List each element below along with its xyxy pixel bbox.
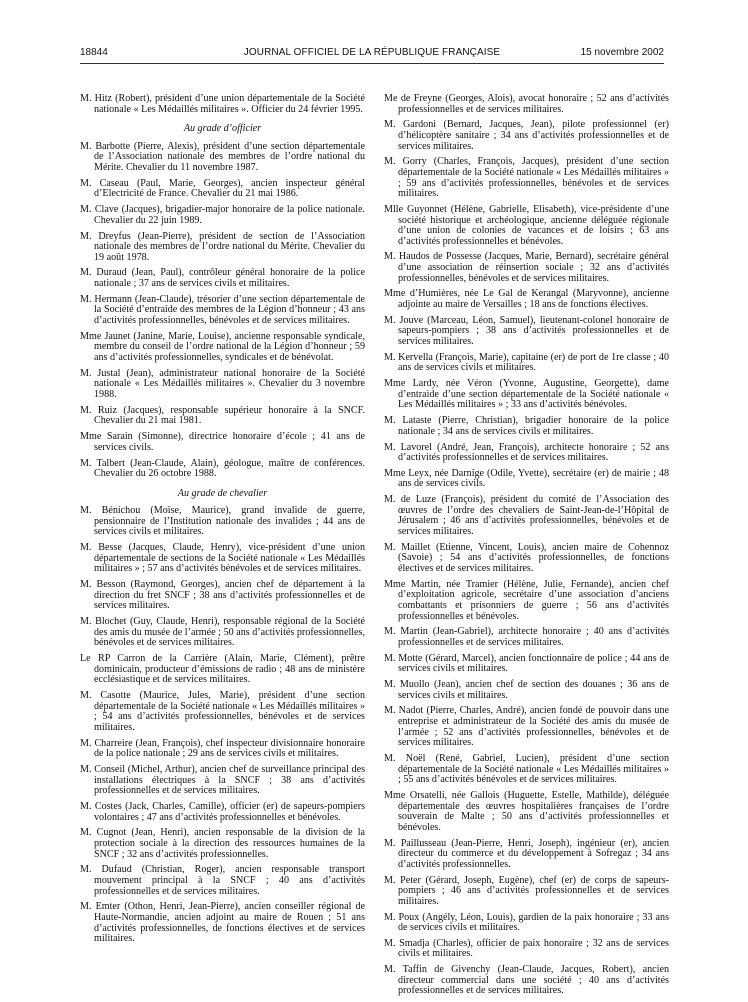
decree-entry: M. Noël (René, Gabriel, Lucien), président d’une section départementale de la Société nationale « Les Médaillés militaires » ; 55 ans d’activités bénévoles et de services militaires. (384, 753, 669, 786)
decree-entry: M. Costes (Jack, Charles, Camille), officier (er) de sapeurs-pompiers volontaires ; 47 ans d’activités professionnelles et bénévoles. (80, 801, 365, 823)
decree-entry: M. Jouve (Marceau, Léon, Samuel), lieutenant-colonel honoraire de sapeurs-pompiers ; 38 ans d’activités professionnelles et de services militaires. (384, 314, 669, 347)
decree-entry: M. Justal (Jean), administrateur national honoraire de la Société nationale « Les Médaillés militaires ». Chevalier du 3 novembre 1988. (80, 367, 365, 400)
decree-entry: M. Conseil (Michel, Arthur), ancien chef de surveillance principal des installations électriques à la SNCF ; 38 ans d’activités professionnelles et de services militaires. (80, 764, 365, 797)
decree-entry: M. Hermann (Jean-Claude), trésorier d’une section départementale de la Société d’entraide des membres de la Légion d’honneur ; 43 ans d’activités professionnelles, bénévoles et de services militaires. (80, 293, 365, 327)
decree-entry: M. Maillet (Etienne, Vincent, Louis), ancien maire de Cohennoz (Savoie) ; 54 ans d’activités professionnelles, de fonctions électives et de services militaires. (384, 541, 669, 574)
journal-title: JOURNAL OFFICIEL DE LA RÉPUBLIQUE FRANÇAISE (243, 47, 501, 58)
decree-entry: Mme Orsatelli, née Gallois (Huguette, Estelle, Mathilde), déléguée départementale des œuvres hospitalières françaises de l’ordre souverain de Malte ; 50 ans d’activités professionnelles et bénévoles. (384, 790, 669, 833)
decree-entry: M. Casotte (Maurice, Jules, Marie), président d’une section départementale de la Société nationale « Les Médaillés militaires » ; 54 ans d’activités professionnelles, bénévoles et de services militaires. (80, 690, 365, 733)
decree-entry: M. Motte (Gérard, Marcel), ancien fonctionnaire de police ; 44 ans de services civils et militaires. (384, 652, 669, 675)
decree-entry: M. Muollo (Jean), ancien chef de section des douanes ; 36 ans de services civils et militaires. (384, 679, 669, 701)
section-heading: Au grade de chevalier (177, 487, 268, 499)
decree-entry: M. Lataste (Pierre, Christian), brigadier honoraire de la police nationale ; 34 ans de services civils et militaires. (384, 415, 669, 437)
decree-entry: M. Duraud (Jean, Paul), contrôleur général honoraire de la police nationale ; 37 ans de services civils et militaires. (80, 267, 365, 290)
decree-entry: M. Emter (Othon, Henri, Jean-Pierre), ancien conseiller régional de Haute-Normandie, ancien adjoint au maire de Rouen ; 51 ans d’activités professionnelles, de fonctions électives et de services militaires. (80, 901, 365, 945)
left-column (80, 94, 365, 950)
decree-entry: Me de Freyne (Georges, Alois), avocat honoraire ; 52 ans d’activités professionnelles et de services militaires. (384, 93, 669, 115)
decree-entry: Mme Martin, née Tramier (Hélène, Julie, Fernande), ancien chef d’exploitation agricole, secrétaire d’une association d’anciens combattants et prisonniers de guerre ; 56 ans d’activités professionnelles et bénévoles. (384, 578, 669, 622)
decree-entry: M. Paillusseau (Jean-Pierre, Henri, Joseph), ingénieur (er), ancien directeur du commerce et du développement à Sofregaz ; 34 ans d’activités professionnelles. (384, 837, 669, 870)
decree-entry: M. Besson (Raymond, Georges), ancien chef de département à la direction du fret SNCF ; 38 ans d’activités professionnelles et de services militaires. (80, 579, 365, 612)
decree-entry: Le RP Carron de la Carrière (Alain, Marie, Clément), prêtre dominicain, producteur d’émissions de radio ; 48 ans de ministère ecclésiastique et de services militaires. (80, 653, 365, 686)
issue-date: 15 novembre 2002 (580, 47, 664, 58)
decree-entry: M. Besse (Jacques, Claude, Henry), vice-président d’une union départementale de sections de la Société nationale « Les Médaillés militaires » ; 57 ans d’activités bénévoles et de services militaires. (80, 542, 365, 575)
decree-entry: M. Taffin de Givenchy (Jean-Claude, Jacques, Robert), ancien directeur commercial dans une société ; 40 ans d’activités professionnelles et de services militaires. (384, 964, 669, 997)
decree-entry: M. Talbert (Jean-Claude, Alain), géologue, maître de conférences. Chevalier du 26 octobre 1988. (80, 457, 365, 480)
right-column (384, 94, 669, 1002)
decree-entry: M. Ruiz (Jacques), responsable supérieur honoraire à la SNCF. Chevalier du 21 mai 1981. (80, 404, 365, 427)
decree-entry: M. Hitz (Robert), président d’une union départementale de la Société nationale « Les Médaillés militaires ». Officier du 24 février 1995. (80, 93, 365, 115)
decree-entry: M. Lavorel (André, Jean, François), architecte honoraire ; 52 ans d’activités professionnelles et de services militaires. (384, 441, 669, 464)
decree-entry: Mlle Guyonnet (Hélène, Gabrielle, Elisabeth), vice-présidente d’une société historique et archéologique, ancienne déléguée régionale d’une union de colonies de vacances et de loisirs ; 63 ans d’activités professionnelles et bénévoles. (384, 203, 669, 247)
decree-entry: Mme Leyx, née Darnige (Odile, Yvette), secrétaire (er) de mairie ; 48 ans de services civils. (384, 467, 669, 490)
decree-entry: M. Smadja (Charles), officier de paix honoraire ; 32 ans de services civils et militaires. (384, 937, 669, 960)
decree-entry: M. Poux (Angély, Léon, Louis), gardien de la paix honoraire ; 33 ans de services civils et militaires. (384, 911, 669, 934)
decree-entry: M. Charreire (Jean, François), chef inspecteur divisionnaire honoraire de la police nationale ; 29 ans de services civils et militaires. (80, 737, 365, 760)
decree-entry: Mme Lardy, née Véron (Yvonne, Augustine, Georgette), dame d’entraide d’une section départementale de la Société nationale « Les Médaillés militaires » ; 33 ans d’activités bénévoles. (384, 378, 669, 411)
decree-entry: Mme Jaunet (Janine, Marie, Louise), ancienne responsable syndicale, membre du conseil de l’ordre national de la Légion d’honneur ; 59 ans d’activités professionnelles, syndicales et de bénévolat. (80, 330, 365, 363)
decree-entry: M. de Luze (François), président du comité de l’Association des œuvres de l’ordre des chevaliers de Saint-Jean-de-l’Hôpital de Jérusalem ; 46 ans d’activités professionnelles, bénévoles et de services militaires. (384, 494, 669, 538)
decree-entry: M. Dreyfus (Jean-Pierre), président de section de l’Association nationale des membres de l’ordre national du Mérite. Chevalier du 19 août 1978. (80, 230, 365, 263)
page-header (80, 47, 664, 63)
decree-entry: M. Nadot (Pierre, Charles, André), ancien fondé de pouvoir dans une entreprise et administrateur de la Société des amis du musée de l’armée ; 52 ans d’activités professionnelles, bénévoles et de services militaires. (384, 705, 669, 749)
decree-entry: Mme d’Humières, née Le Gal de Kerangal (Maryvonne), ancienne adjointe au maire de Versailles ; 18 ans de fonctions électives. (384, 288, 669, 311)
decree-entry: Mme Sarain (Simonne), directrice honoraire d’école ; 41 ans de services civils. (80, 431, 365, 453)
decree-entry: M. Caseau (Paul, Marie, Georges), ancien inspecteur général d’Electricité de France. Chevalier du 21 mai 1986. (80, 177, 365, 200)
decree-entry: M. Haudos de Possesse (Jacques, Marie, Bernard), secrétaire général d’une association de réinsertion sociale ; 32 ans d’activités professionnelles, bénévoles et de services militaires. (384, 251, 669, 284)
decree-entry: M. Barbotte (Pierre, Alexis), président d’une section départementale de l’Association nationale des membres de l’ordre national du Mérite. Chevalier du 11 novembre 1987. (80, 140, 365, 173)
decree-entry: M. Kervella (François, Marie), capitaine (er) de port de 1re classe ; 40 ans de services civils et militaires. (384, 351, 669, 374)
decree-entry: M. Blochet (Guy, Claude, Henri), responsable régional de la Société des amis du musée de l’armée ; 50 ans d’activités professionnelles, bénévoles et de services militaires. (80, 616, 365, 649)
page-number: 18844 (80, 47, 108, 58)
section-heading: Au grade d’officier (183, 123, 262, 135)
header-rule (80, 63, 664, 64)
decree-entry: M. Gorry (Charles, François, Jacques), président d’une section départementale de la Société nationale « Les Médaillés militaires » ; 59 ans d’activités professionnelles, bénévoles et de services militaires. (384, 156, 669, 200)
decree-entry: M. Bénichou (Moïse, Maurice), grand invalide de guerre, pensionnaire de l’Institution nationale des invalides ; 44 ans de services civils et militaires. (80, 505, 365, 538)
decree-entry: M. Dufaud (Christian, Roger), ancien responsable transport mouvement principal à la SNCF ; 40 ans d’activités professionnelles et de services militaires. (80, 864, 365, 897)
decree-entry: M. Gardoni (Bernard, Jacques, Jean), pilote professionnel (er) d’hélicoptère sanitaire ; 34 ans d’activités professionnelles et de services militaires. (384, 119, 669, 152)
decree-entry: M. Peter (Gérard, Joseph, Eugène), chef (er) de corps de sapeurs-pompiers ; 46 ans d’activités professionnelles et de services militaires. (384, 874, 669, 907)
decree-entry: M. Clave (Jacques), brigadier-major honoraire de la police nationale. Chevalier du 22 juin 1989. (80, 204, 365, 226)
decree-entry: M. Martin (Jean-Gabriel), architecte honoraire ; 40 ans d’activités professionnelles et de services militaires. (384, 626, 669, 648)
decree-entry: M. Cugnot (Jean, Henri), ancien responsable de la division de la protection sociale à la direction des ressources humaines de la SNCF ; 32 ans d’activités professionnelles. (80, 827, 365, 860)
